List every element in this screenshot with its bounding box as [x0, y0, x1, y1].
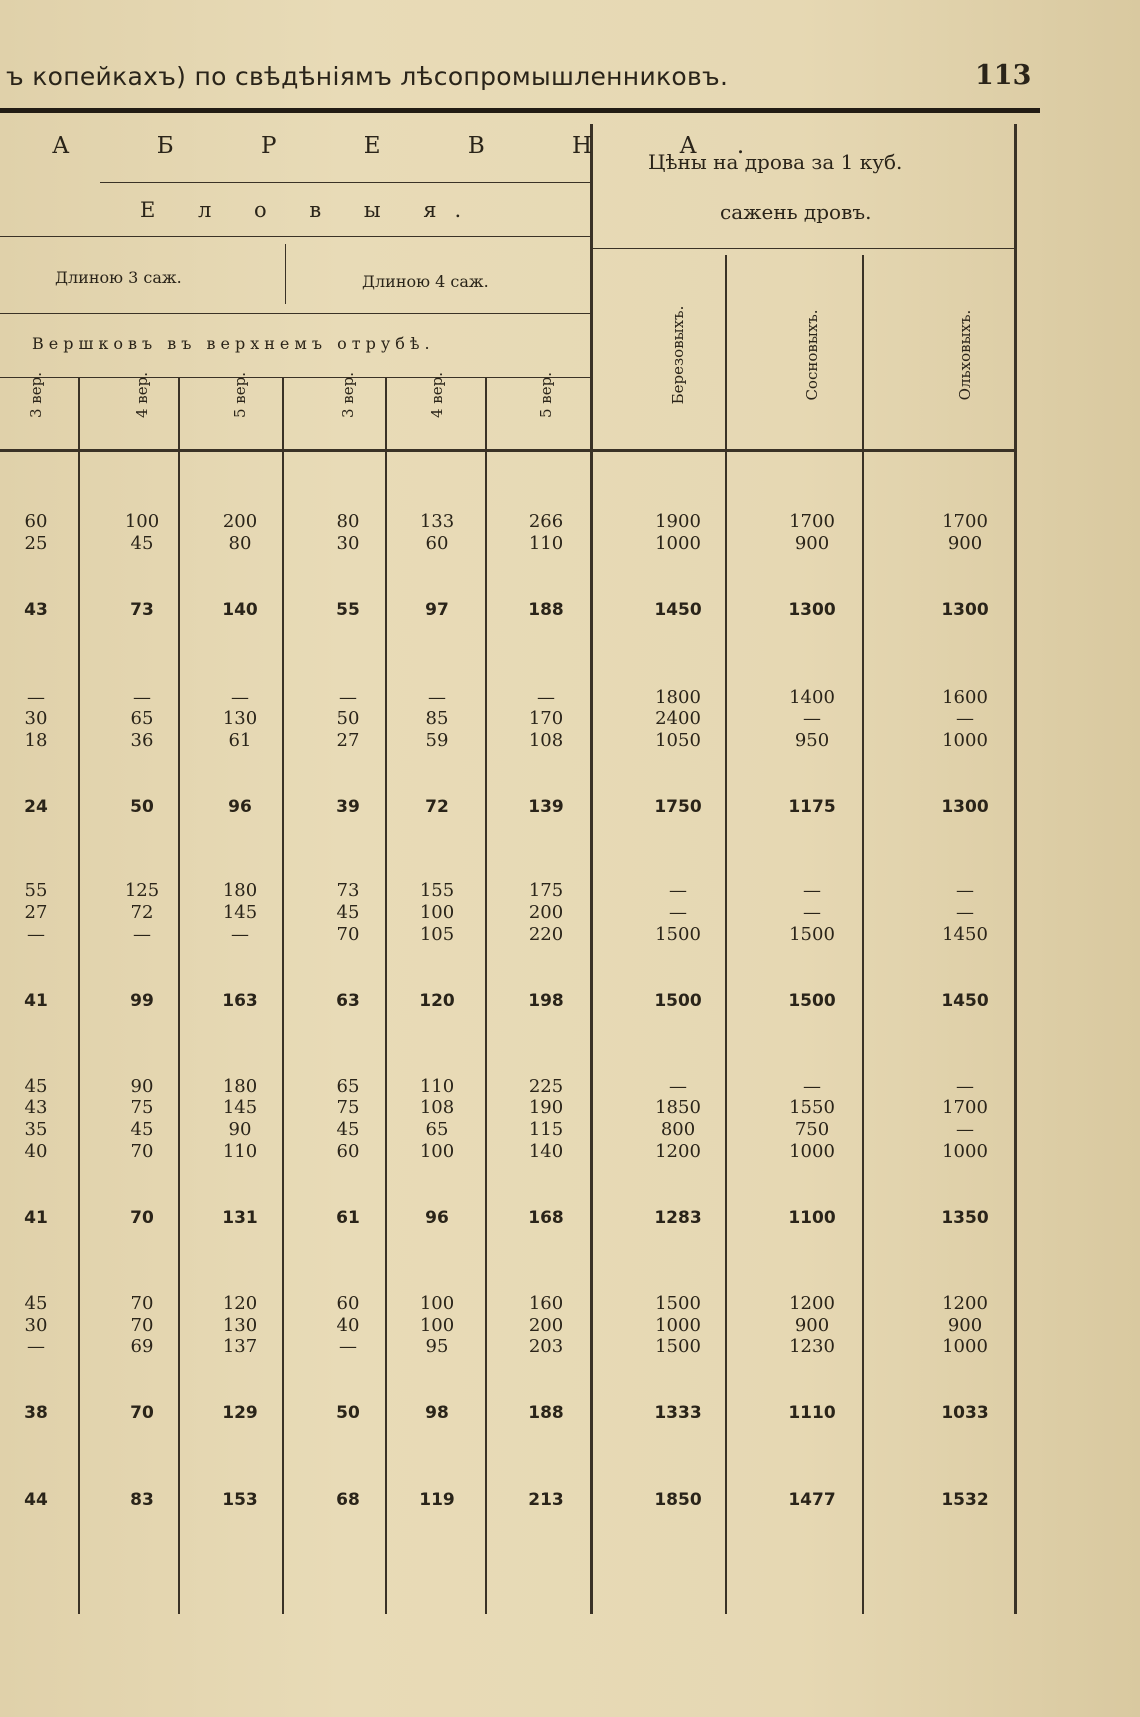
table-cell: 203	[528, 1336, 564, 1357]
table-cell: 160	[528, 1293, 564, 1314]
length-divider	[285, 244, 286, 304]
table-cell: 750	[794, 1119, 830, 1140]
column-header: 3 вер.	[27, 372, 45, 419]
table-cell: 60	[24, 511, 48, 532]
table-cell: 45	[336, 902, 360, 923]
table-cell-total: 98	[425, 1403, 449, 1423]
table-cell: 130	[222, 1315, 258, 1336]
table-cell: 200	[528, 1315, 564, 1336]
table-cell: 180	[222, 1076, 258, 1097]
table-cell: 35	[24, 1119, 48, 1140]
table-cell: 50	[336, 708, 360, 729]
rule-under-firewood-title	[592, 248, 1014, 249]
label-length-3: Длиною 3 саж.	[55, 268, 182, 287]
table-cell: 80	[228, 533, 252, 554]
table-cell: —	[803, 880, 821, 901]
col-line-5	[485, 377, 487, 1614]
table-cell-total: 1300	[941, 600, 989, 620]
table-cell-total: 188	[528, 1403, 564, 1423]
table-cell: 1000	[789, 1141, 835, 1162]
column-header: 4 вер.	[133, 372, 151, 419]
table-cell-total: 39	[336, 797, 360, 817]
table-cell: 1400	[789, 687, 835, 708]
table-cell-total: 55	[336, 600, 360, 620]
firewood-title-2: сажень дровъ.	[720, 200, 872, 224]
table-cell: —	[956, 1076, 974, 1097]
table-cell: 30	[24, 708, 48, 729]
table-cell: —	[669, 880, 687, 901]
table-cell: —	[803, 1076, 821, 1097]
table-cell: 1900	[655, 511, 701, 532]
column-header: Сосновыхъ.	[803, 309, 821, 401]
table-cell: 1200	[655, 1141, 701, 1162]
table-cell: 60	[336, 1293, 360, 1314]
table-cell: 60	[425, 533, 449, 554]
table-cell: 30	[336, 533, 360, 554]
table-cell-total: 198	[528, 991, 564, 1011]
table-cell-total: 120	[419, 991, 455, 1011]
rule-under-brevna	[100, 182, 590, 183]
column-header: 5 вер.	[537, 372, 555, 419]
table-cell: 110	[419, 1076, 455, 1097]
table-cell-total: 1500	[788, 991, 836, 1011]
table-cell-total: 1283	[654, 1208, 702, 1228]
table-cell: —	[27, 687, 45, 708]
table-cell: 1050	[655, 730, 701, 751]
table-cell-total: 96	[228, 797, 252, 817]
table-cell: 70	[130, 1293, 154, 1314]
page-number: 113	[975, 60, 1032, 91]
group-brevna: А Б Р Е В Н А.	[52, 133, 785, 159]
table-cell: 125	[124, 880, 160, 901]
top-rule	[0, 108, 1040, 113]
table-cell-total: 1175	[788, 797, 836, 817]
table-cell-total: 1532	[941, 1490, 989, 1510]
table-cell-total: 83	[130, 1490, 154, 1510]
rule-under-vershkov	[0, 377, 590, 378]
table-cell-total: 68	[336, 1490, 360, 1510]
column-header: 5 вер.	[231, 372, 249, 419]
rule-under-elovye	[0, 236, 590, 237]
table-cell: 100	[419, 902, 455, 923]
table-cell: —	[956, 708, 974, 729]
table-cell: 110	[528, 533, 564, 554]
table-cell-total: 41	[24, 1208, 48, 1228]
table-cell-total: 63	[336, 991, 360, 1011]
table-cell: —	[133, 924, 151, 945]
table-cell-total: 1300	[788, 600, 836, 620]
table-cell: 70	[130, 1141, 154, 1162]
table-cell-total: 1450	[654, 600, 702, 620]
column-header: Ольховыхъ.	[956, 309, 974, 401]
table-cell: 1000	[942, 1336, 988, 1357]
table-cell-total: 1100	[788, 1208, 836, 1228]
table-cell: 45	[336, 1119, 360, 1140]
table-cell-total: 1333	[654, 1403, 702, 1423]
table-cell-total: 96	[425, 1208, 449, 1228]
table-cell: 220	[528, 924, 564, 945]
table-cell-total: 73	[130, 600, 154, 620]
table-cell: 1550	[789, 1097, 835, 1118]
table-cell-total: 139	[528, 797, 564, 817]
table-cell: 100	[124, 511, 160, 532]
table-cell: 155	[419, 880, 455, 901]
table-cell: —	[803, 902, 821, 923]
table-cell: 72	[130, 902, 154, 923]
table-cell-total: 1750	[654, 797, 702, 817]
table-cell: —	[956, 1119, 974, 1140]
table-cell: 1500	[789, 924, 835, 945]
table-cell: 75	[336, 1097, 360, 1118]
table-cell: 65	[425, 1119, 449, 1140]
table-cell: 27	[24, 902, 48, 923]
table-cell-total: 1477	[788, 1490, 836, 1510]
table-cell-total: 188	[528, 600, 564, 620]
label-vershkov: Вершковъ въ верхнемъ отрубѣ.	[32, 334, 435, 353]
table-cell: 900	[794, 1315, 830, 1336]
table-cell: 1500	[655, 1336, 701, 1357]
table-cell: —	[537, 687, 555, 708]
table-cell-total: 153	[222, 1490, 258, 1510]
table-cell: 110	[222, 1141, 258, 1162]
table-cell: 140	[528, 1141, 564, 1162]
table-cell-total: 97	[425, 600, 449, 620]
table-cell-total: 129	[222, 1403, 258, 1423]
group-elovye: Е л о в ы я.	[140, 198, 480, 222]
table-cell: 180	[222, 880, 258, 901]
table-cell: 950	[794, 730, 830, 751]
table-cell: —	[231, 924, 249, 945]
label-length-4: Длиною 4 саж.	[362, 272, 489, 291]
table-cell: —	[339, 687, 357, 708]
table-cell-total: 50	[336, 1403, 360, 1423]
table-cell: 1600	[942, 687, 988, 708]
table-cell: 70	[130, 1315, 154, 1336]
table-cell: 25	[24, 533, 48, 554]
table-cell: 1700	[942, 511, 988, 532]
table-cell: 85	[425, 708, 449, 729]
table-cell: 1000	[655, 1315, 701, 1336]
table-cell-total: 50	[130, 797, 154, 817]
table-cell: —	[133, 687, 151, 708]
table-cell: —	[669, 902, 687, 923]
table-cell: 137	[222, 1336, 258, 1357]
table-cell-total: 99	[130, 991, 154, 1011]
table-cell: 900	[947, 533, 983, 554]
table-cell: —	[956, 902, 974, 923]
table-cell-total: 119	[419, 1490, 455, 1510]
table-cell: 69	[130, 1336, 154, 1357]
table-cell: 1450	[942, 924, 988, 945]
table-cell: 200	[528, 902, 564, 923]
table-cell: 1000	[942, 730, 988, 751]
table-cell-total: 1450	[941, 991, 989, 1011]
table-cell: 1800	[655, 687, 701, 708]
col-line-3	[282, 377, 284, 1614]
table-cell: —	[428, 687, 446, 708]
table-cell: 900	[947, 1315, 983, 1336]
table-cell: 105	[419, 924, 455, 945]
table-cell: 800	[660, 1119, 696, 1140]
table-cell-total: 1350	[941, 1208, 989, 1228]
running-header: ъ копейкахъ) по свѣдѣніямъ лѣсопромышленниковъ.	[6, 62, 729, 91]
table-cell: 95	[425, 1336, 449, 1357]
table-cell: 100	[419, 1141, 455, 1162]
table-cell: 1500	[655, 924, 701, 945]
table-cell: 1500	[655, 1293, 701, 1314]
table-cell: —	[956, 880, 974, 901]
table-cell-total: 168	[528, 1208, 564, 1228]
table-cell: 225	[528, 1076, 564, 1097]
table-cell-total: 70	[130, 1403, 154, 1423]
table-cell: 59	[425, 730, 449, 751]
table-cell: 45	[24, 1293, 48, 1314]
table-cell: 133	[419, 511, 455, 532]
table-cell: 120	[222, 1293, 258, 1314]
table-cell: 65	[336, 1076, 360, 1097]
table-cell: 1000	[942, 1141, 988, 1162]
table-cell: 145	[222, 902, 258, 923]
table-cell: 1230	[789, 1336, 835, 1357]
column-header: 3 вер.	[339, 372, 357, 419]
table-cell: 900	[794, 533, 830, 554]
table-cell: 73	[336, 880, 360, 901]
table-cell: 90	[130, 1076, 154, 1097]
table-cell: 1200	[942, 1293, 988, 1314]
table-cell-total: 1500	[654, 991, 702, 1011]
table-cell: 1850	[655, 1097, 701, 1118]
table-cell: 43	[24, 1097, 48, 1118]
table-cell: 108	[528, 730, 564, 751]
table-cell-total: 41	[24, 991, 48, 1011]
table-cell: 18	[24, 730, 48, 751]
table-cell: —	[669, 1076, 687, 1097]
table-cell: 61	[228, 730, 252, 751]
table-cell-total: 1300	[941, 797, 989, 817]
table-cell: 130	[222, 708, 258, 729]
table-cell: 45	[130, 1119, 154, 1140]
column-header: 4 вер.	[428, 372, 446, 419]
table-cell-total: 1110	[788, 1403, 836, 1423]
table-cell: 1000	[655, 533, 701, 554]
table-cell: —	[803, 708, 821, 729]
table-cell: 266	[528, 511, 564, 532]
table-cell-total: 24	[24, 797, 48, 817]
table-cell: 100	[419, 1293, 455, 1314]
table-cell-total: 44	[24, 1490, 48, 1510]
table-cell-total: 61	[336, 1208, 360, 1228]
right-border	[1014, 124, 1017, 1614]
column-header: Березовыхъ.	[669, 305, 687, 405]
table-cell: 40	[24, 1141, 48, 1162]
table-cell: 1700	[789, 511, 835, 532]
col-line-1	[78, 377, 80, 1614]
table-cell-total: 38	[24, 1403, 48, 1423]
table-cell-total: 131	[222, 1208, 258, 1228]
table-cell: 90	[228, 1119, 252, 1140]
table-cell: —	[231, 687, 249, 708]
table-cell-total: 163	[222, 991, 258, 1011]
table-cell: 65	[130, 708, 154, 729]
table-cell: —	[27, 924, 45, 945]
table-cell: 45	[24, 1076, 48, 1097]
table-cell: 40	[336, 1315, 360, 1336]
table-cell: 45	[130, 533, 154, 554]
table-cell-total: 1850	[654, 1490, 702, 1510]
table-cell: 100	[419, 1315, 455, 1336]
table-cell: 60	[336, 1141, 360, 1162]
table-cell: 30	[24, 1315, 48, 1336]
table-cell: 55	[24, 880, 48, 901]
table-cell: 75	[130, 1097, 154, 1118]
table-cell: 1700	[942, 1097, 988, 1118]
firewood-title-1: Цѣны на дрова за 1 куб.	[648, 150, 903, 174]
table-cell: 108	[419, 1097, 455, 1118]
table-cell: 1200	[789, 1293, 835, 1314]
table-cell: 27	[336, 730, 360, 751]
table-cell: 190	[528, 1097, 564, 1118]
table-cell-total: 43	[24, 600, 48, 620]
table-cell: 145	[222, 1097, 258, 1118]
table-cell-total: 140	[222, 600, 258, 620]
table-cell: 115	[528, 1119, 564, 1140]
table-cell: —	[27, 1336, 45, 1357]
table-cell: 2400	[655, 708, 701, 729]
rule-under-length	[0, 313, 590, 314]
table-cell: 200	[222, 511, 258, 532]
table-cell-total: 1033	[941, 1403, 989, 1423]
table-cell-total: 72	[425, 797, 449, 817]
table-cell: 170	[528, 708, 564, 729]
divider-brevna-firewood	[590, 124, 593, 1614]
table-cell-total: 213	[528, 1490, 564, 1510]
table-cell: 175	[528, 880, 564, 901]
table-cell: 80	[336, 511, 360, 532]
table-cell: 36	[130, 730, 154, 751]
table-cell: 70	[336, 924, 360, 945]
table-cell: —	[339, 1336, 357, 1357]
table-cell-total: 70	[130, 1208, 154, 1228]
